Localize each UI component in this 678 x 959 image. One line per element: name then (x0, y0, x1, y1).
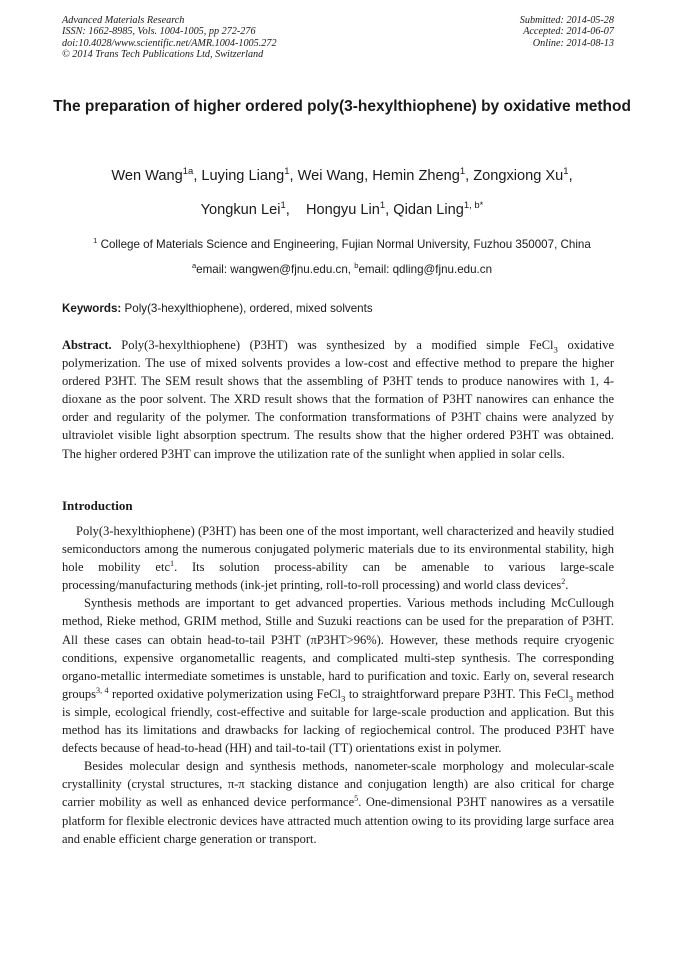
journal-name: Advanced Materials Research (62, 15, 185, 26)
author-affil-sup: 1a (182, 166, 194, 178)
intro-sub: 3 (341, 693, 346, 704)
author-affil-sup: 1 (379, 200, 386, 212)
author-name: Qidan Ling (393, 202, 464, 218)
author-line-2: Yongkun Lei$^1$, Hongyu Lin$^1$, Qidan Ling$^{1, b*}$ (200, 200, 484, 218)
abstract (62, 336, 614, 463)
journal-header-right (520, 15, 614, 49)
accepted-date: Accepted: 2014-06-07 (523, 26, 614, 38)
section-heading-introduction: Introduction (62, 498, 133, 513)
citation-ref: 1 (170, 559, 175, 569)
journal-header-left (62, 15, 277, 61)
keywords-text: Poly(3-hexylthiophene), ordered, mixed solvents (124, 302, 373, 315)
author-affil-sup: 1, b* (463, 200, 484, 212)
paper-title: The preparation of higher ordered poly(3-hexylthiophene) by oxidative method (53, 98, 631, 115)
intro-paragraph (62, 522, 614, 594)
intro-text: . Its solution process-ability can be amenable to various large-scale processing/manufacturing methods (ink-jet printing, roll-to-roll processing) and world class devices (62, 560, 614, 593)
email-b: email: qdling@fjnu.edu.cn (358, 263, 493, 276)
affiliation-sup: 1 (93, 236, 98, 246)
author-name: Yongkun Lei (200, 202, 281, 218)
author-name: Luying Liang (201, 168, 285, 184)
intro-sub: 3 (568, 693, 574, 704)
copyright-line: © 2014 Trans Tech Publications Ltd, Switzerland (62, 49, 264, 61)
abstract-sub: 3 (553, 344, 558, 355)
author-name: Wen Wang (111, 168, 183, 184)
intro-text: method is simple, ecological friendly, cost-effective and suitable for large-scale production and application. But this method has its limitations and drawbacks for lacking of regiochemical control. The produced P3HT have defects because of head-to-head (HH) and tail-to-tail (TT) orientations exist in polymer. (62, 686, 615, 756)
abstract-text: Poly(3-hexylthiophene) (P3HT) was synthesized by a modified simple FeCl (121, 338, 554, 352)
intro-text: reported oxidative polymerization using FeCl (108, 686, 341, 701)
author-affil-sup: 1 (280, 200, 286, 212)
intro-paragraph (62, 757, 614, 847)
affiliation-text: College of Materials Science and Engineering, Fujian Normal University, Fuzhou 350007, China (100, 238, 591, 251)
intro-text: Synthesis methods are important to get advanced properties. Various methods including McCullough method, Rieke method, GRIM method, Stille and Suzuki reactions can be used for the preparation of P3HT. All these cases can obtain head-to-tail P3HT (πP3HT>96%). However, these methods require cryogenic conditions, expensive organometallic reagents, and complicated multi-step synthesis. The corresponding organo-metallic intermediate sometimes is unstable, hard to purification and toxic. Early on, several research groups (62, 596, 614, 701)
author-name: Zongxiong Xu (473, 168, 564, 184)
intro-text: Poly(3-hexylthiophene) (P3HT) has been one of the most important, well characterized and heavily studied semiconductors among the numerous conjugated polymeric materials due to its environmental stability, high hole mobility etc (62, 524, 614, 575)
author-name: Hemin Zheng (372, 168, 460, 184)
author-name: Hongyu Lin (306, 202, 380, 218)
keywords-label: Keywords: (62, 302, 122, 315)
author-line-1: Wen Wang$^{1a}$, Luying Liang$^1$, Wei Wang, Hemin Zheng$^1$, Zongxiong Xu$^1$, (111, 166, 573, 184)
keywords (62, 302, 614, 315)
affiliation (40, 238, 644, 251)
author-emails (40, 263, 644, 276)
online-date: Online: 2014-08-13 (532, 37, 614, 49)
intro-text: to straightforward prepare P3HT. This FeCl (345, 686, 569, 701)
abstract-label: Abstract. (62, 338, 112, 352)
citation-ref: 5 (354, 794, 359, 804)
email-b-sup: b (354, 261, 359, 271)
doi-line: doi:10.4028/www.scientific.net/AMR.1004-1005.272 (62, 37, 277, 49)
author-affil-sup: 1 (563, 166, 569, 178)
issn-line: ISSN: 1662-8985, Vols. 1004-1005, pp 272-276 (62, 26, 256, 38)
citation-ref: 2 (561, 577, 566, 587)
intro-text: . One-dimensional P3HT nanowires as a versatile platform for flexible electronic devices have attracted much attention owing to its providing large surface area and enable efficient charge generation or transport. (62, 795, 615, 846)
email-a: email: wangwen@fjnu.edu.cn, (196, 263, 355, 276)
author-affil-sup: 1 (459, 166, 466, 178)
intro-text: Besides molecular design and synthesis methods, nanometer-scale morphology and molecular-scale crystallinity (crystal structures, π-π stacking distance and conjugation length) are also critical for charge carrier mobility as well as enhanced device performance (62, 759, 614, 810)
author-affil-sup: 1 (284, 166, 290, 178)
abstract-text: oxidative polymerization. The use of mixed solvents provides a low-cost and effective method to prepare the higher ordered P3HT. The SEM result shows that the assembling of P3HT tends to produce nanowires with 1, 4-dioxane as the poor solvent. The XRD result shows that the formation of P3HT nanowires can enhance the order and regularity of the polymer. The conformation transformations of P3HT chains were analyzed by ultraviolet visible light absorption spectrum. The results show that the higher ordered P3HT was obtained. The higher ordered P3HT can improve the utilization rate of the sunlight when applied in solar cells. (62, 338, 615, 461)
author-name: Wei Wang (297, 168, 365, 184)
citation-ref: 3, 4 (96, 685, 109, 695)
submitted-date: Submitted: 2014-05-28 (519, 15, 614, 26)
intro-text: . (565, 578, 569, 593)
introduction-body (62, 522, 614, 848)
email-a-sup: a (191, 261, 197, 271)
intro-paragraph (62, 594, 614, 757)
